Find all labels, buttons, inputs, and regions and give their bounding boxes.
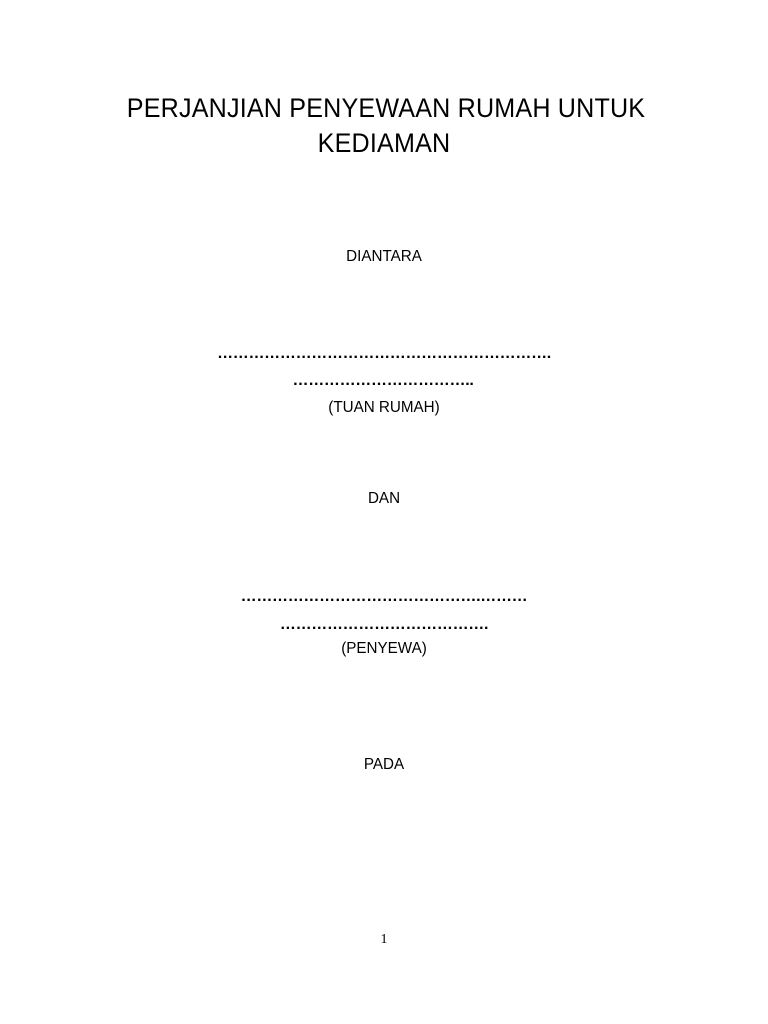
landlord-name-blank-line-1: ………………………………………………………. xyxy=(217,345,551,362)
between-label: DIANTARA xyxy=(346,248,422,265)
tenant-label: (PENYEWA) xyxy=(341,640,427,657)
page-number: 1 xyxy=(380,932,388,947)
tenant-name-blank-line-2: …………………………………. xyxy=(279,616,489,633)
landlord-name-blank-line-2: …………………………….. xyxy=(292,372,474,389)
tenant-name-blank-line-1: ……………………………………….……… xyxy=(240,588,528,605)
date-label: PADA xyxy=(363,756,405,773)
document-title-line-2: KEDIAMAN xyxy=(317,128,451,158)
document-title-line-1: PERJANJIAN PENYEWAAN RUMAH UNTUK xyxy=(126,93,646,123)
landlord-label: (TUAN RUMAH) xyxy=(328,399,440,416)
and-label: DAN xyxy=(367,490,401,507)
